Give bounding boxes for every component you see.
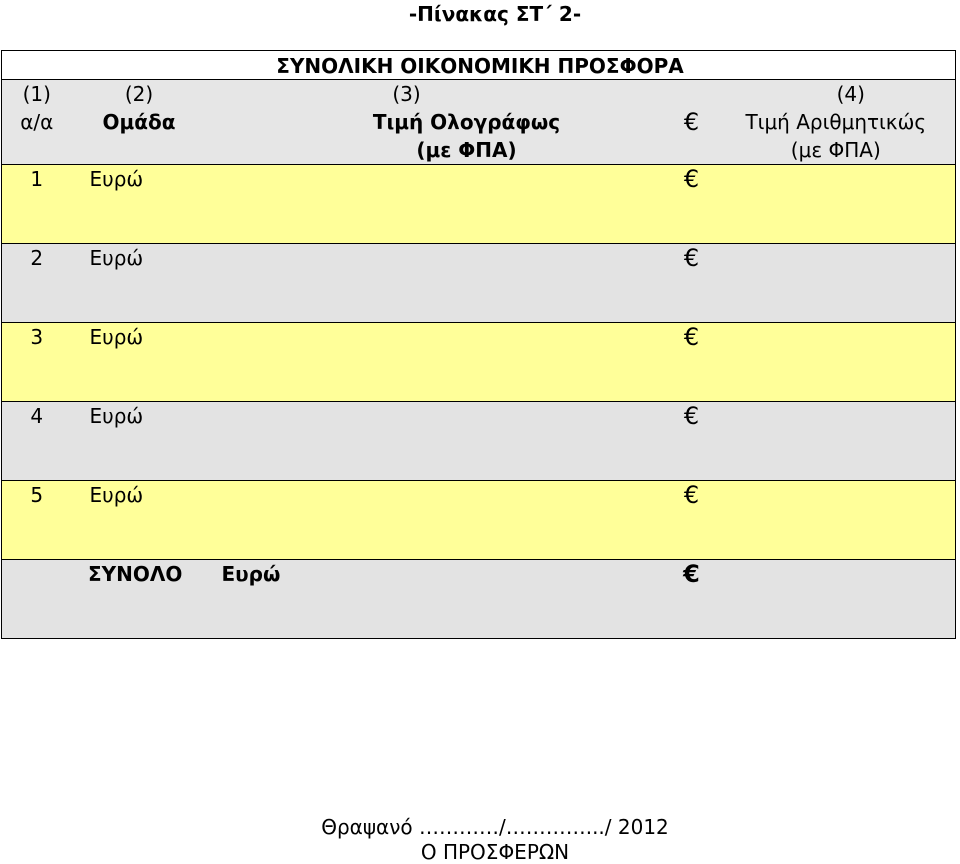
row-price-numeric-cell bbox=[717, 402, 956, 481]
table-row bbox=[2, 481, 956, 560]
header-aa: α/α bbox=[2, 108, 72, 165]
signature-label: Ο ΠΡΟΣΦΕΡΩΝ bbox=[420, 840, 570, 864]
header-group: Ομάδα bbox=[72, 108, 207, 165]
row-currency-word: Ευρώ bbox=[72, 402, 207, 481]
row-currency-word: Ευρώ bbox=[72, 323, 207, 402]
header-price-words bbox=[207, 108, 667, 165]
col-number-3: (3) bbox=[207, 80, 717, 109]
row-price-words-cell bbox=[207, 402, 667, 481]
row-aa: 4 bbox=[2, 402, 72, 481]
row-euro-sign: € bbox=[667, 244, 717, 323]
offer-table-title: ΣΥΝΟΛΙΚΗ ΟΙΚΟΝΟΜΙΚΗ ΠΡΟΣΦΟΡΑ bbox=[276, 54, 684, 78]
row-euro-sign: € bbox=[667, 323, 717, 402]
table-row bbox=[2, 323, 956, 402]
total-row bbox=[2, 560, 956, 639]
header-price-numeric-line2: (με ΦΠΑ) bbox=[790, 138, 881, 162]
row-price-words-cell bbox=[207, 481, 667, 560]
row-price-words-cell bbox=[207, 165, 667, 244]
row-currency-word: Ευρώ bbox=[72, 244, 207, 323]
row-price-numeric-cell bbox=[717, 165, 956, 244]
row-price-numeric-cell bbox=[717, 323, 956, 402]
col-number-1: (1) bbox=[2, 80, 72, 109]
footer-date-line: Θραψανό …………/………….../ 2012 bbox=[321, 815, 669, 839]
total-currency-word: Ευρώ bbox=[207, 560, 667, 639]
table-row bbox=[2, 165, 956, 244]
row-aa: 2 bbox=[2, 244, 72, 323]
row-euro-sign: € bbox=[667, 402, 717, 481]
table-row bbox=[2, 244, 956, 323]
total-label: ΣΥΝΟΛΟ bbox=[88, 562, 183, 586]
column-numbers-row bbox=[2, 80, 956, 109]
header-price-words-line1: Τιμή Ολογράφως bbox=[372, 110, 561, 134]
total-label-cell bbox=[2, 560, 207, 639]
row-euro-sign: € bbox=[667, 481, 717, 560]
col-number-4: (4) bbox=[717, 80, 956, 109]
row-price-words-cell bbox=[207, 323, 667, 402]
row-aa: 1 bbox=[2, 165, 72, 244]
col-number-2: (2) bbox=[72, 80, 207, 109]
header-price-words-line2: (με ΦΠΑ) bbox=[416, 138, 517, 162]
total-euro-sign: € bbox=[667, 560, 717, 639]
row-currency-word: Ευρώ bbox=[72, 165, 207, 244]
header-price-numeric-line1: Τιμή Αριθμητικώς bbox=[745, 110, 927, 134]
row-price-numeric-cell bbox=[717, 244, 956, 323]
row-price-words-cell bbox=[207, 244, 667, 323]
row-price-numeric-cell bbox=[717, 481, 956, 560]
row-currency-word: Ευρώ bbox=[72, 481, 207, 560]
header-euro-sign: € bbox=[667, 108, 717, 165]
row-euro-sign: € bbox=[667, 165, 717, 244]
header-row bbox=[2, 108, 956, 165]
total-price-numeric-cell bbox=[717, 560, 956, 639]
row-aa: 3 bbox=[2, 323, 72, 402]
row-aa: 5 bbox=[2, 481, 72, 560]
table-row bbox=[2, 402, 956, 481]
header-price-numeric bbox=[717, 108, 956, 165]
offer-table bbox=[1, 50, 956, 639]
page-title: -Πίνακας ΣΤ΄ 2- bbox=[408, 2, 582, 26]
